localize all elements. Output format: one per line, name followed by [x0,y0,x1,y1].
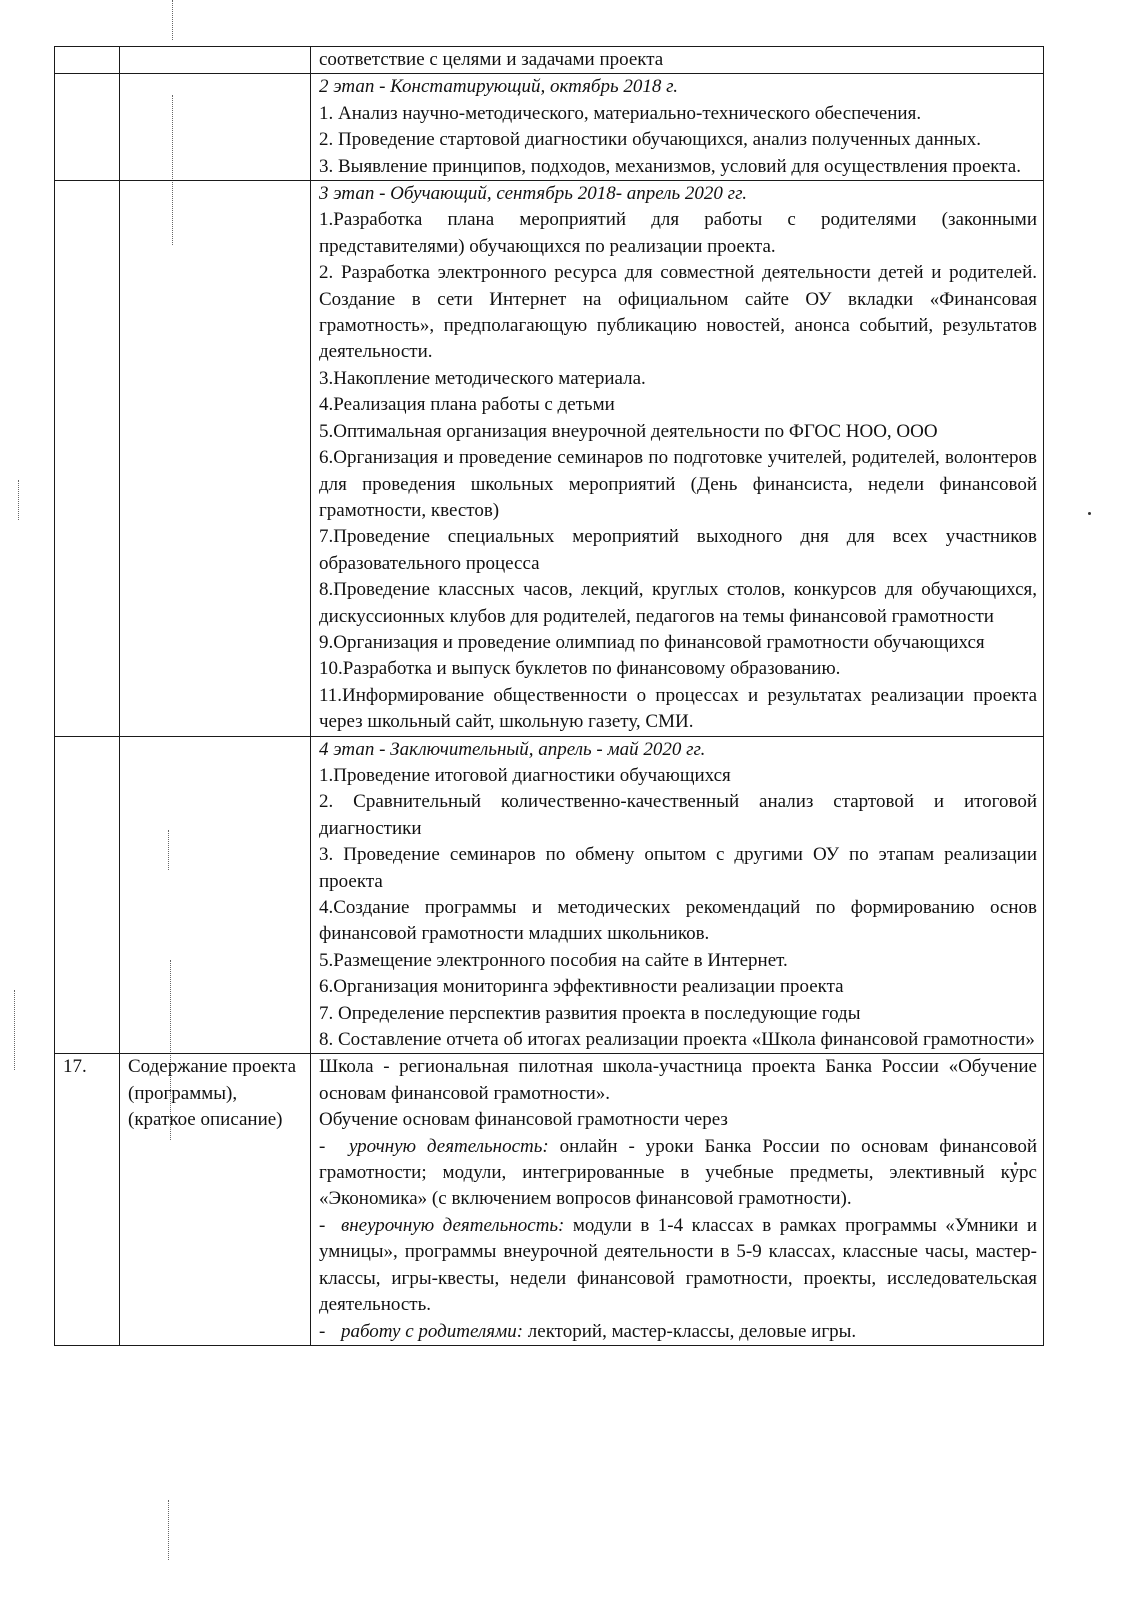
list-item: 6.Организация мониторинга эффективности реализации проекта [319,976,844,998]
table-row-17 [55,1054,1044,1345]
number-cell [55,181,120,737]
bullet-item [319,1319,1037,1345]
table-row-stage4 [55,736,1044,1054]
bullet-dash: - [319,1214,326,1236]
bullet-dash: - [319,1135,326,1157]
bullet-text: лекторий, мастер-классы, деловые игры. [523,1320,857,1342]
list-item: 5.Оптимальная организация внеурочной деятельности по ФГОС НОО, ООО [319,420,938,442]
label-cell [120,181,311,737]
row-label-cell [120,1054,311,1345]
list-item: 6.Организация и проведение семинаров по подготовке учителей, родителей, волонтеров для проведения школьных мероприятий (День финансиста, недели финансовой грамотности, квестов) [319,447,1037,521]
table-row-continuation [55,47,1044,74]
table-row-stage3 [55,181,1044,737]
list-item: 11.Информирование общественности о процессах и результатах реализации проекта через школьный сайт, школьную газету, СМИ. [319,684,1037,733]
stage2-title: 2 этап - Констатирующий, октябрь 2018 г. [319,76,679,98]
bullet-item [319,1213,1037,1319]
content-cell-top [311,47,1044,74]
list-item: 1.Разработка плана мероприятий для работы с родителями (законными представителями) обучающихся по реализации проекта. [319,209,1037,257]
scan-artifact-line [168,1500,169,1560]
number-cell [55,736,120,1054]
list-item: 5.Размещение электронного пособия на сайте в Интернет. [319,949,788,971]
row-label: Содержание проекта (программы), (краткое описание) [128,1056,297,1131]
label-cell [120,74,311,181]
row-number: 17. [63,1056,87,1078]
stage2-cell [311,74,1044,181]
row17-intro-2: Обучение основам финансовой грамотности через [319,1109,728,1131]
stage4-cell [311,736,1044,1054]
list-item: 4.Создание программы и методических рекомендаций по формированию основ финансовой грамотности младших школьников. [319,897,1037,945]
list-item: 3. Проведение семинаров по обмену опытом с другими ОУ по этапам реализации проекта [319,844,1037,892]
continuation-text: соответствие с целями и задачами проекта [319,49,664,70]
scan-artifact-line [14,990,15,1070]
number-cell [55,47,120,74]
bullet-text: онлайн - уроки Банка России по основам финансовой грамотности; модули, интегрированные в учебные предметы, элективный курс «Экономика» (с включением вопросов финансовой грамотности). [319,1135,1037,1210]
list-item: 10.Разработка и выпуск буклетов по финансовому образованию. [319,658,841,680]
list-item: 9.Организация и проведение олимпиад по финансовой грамотности обучающихся [319,631,985,653]
bullet-text: модули в 1-4 классах в рамках программы «Умники и умницы», программы внеурочной деятельности в 5-9 классах, классные часы, мастер-классы, игры-квесты, недели финансовой грамотности, проекты, исследовательская деятельность. [319,1214,1037,1316]
list-item: 8.Проведение классных часов, лекций, круглых столов, конкурсов для обучающихся, дискуссионных клубов для родителей, педагогов на темы финансовой грамотности [319,579,1037,627]
stage3-cell [311,181,1044,737]
list-item: 3.Накопление методического материала. [319,367,646,389]
list-item: 2. Проведение стартовой диагностики обучающихся, анализ полученных данных. [319,129,981,151]
list-item: 1. Анализ научно-методического, материально-технического обеспечения. [319,102,922,124]
list-item: 1.Проведение итоговой диагностики обучающихся [319,764,731,786]
label-cell [120,736,311,1054]
stage3-title: 3 этап - Обучающий, сентябрь 2018- апрель 2020 гг. [319,183,747,205]
number-cell [55,74,120,181]
row17-content-cell [311,1054,1044,1345]
table-row-stage2 [55,74,1044,181]
row17-intro-1: Школа - региональная пилотная школа-участница проекта Банка России «Обучение основам финансовой грамотности». [319,1056,1037,1104]
bullet-dash: - [319,1320,326,1342]
label-cell [120,47,311,74]
scan-artifact-line [172,0,173,40]
bullet-item [319,1134,1037,1213]
list-item: 8. Составление отчета об итогах реализации проекта «Школа финансовой грамотности» [319,1029,1035,1051]
row-number-cell [55,1054,120,1345]
bullet-emphasis: урочную деятельность: [349,1135,549,1157]
list-item: 7. Определение перспектив развития проекта в последующие годы [319,1002,861,1024]
list-item: 2. Сравнительный количественно-качественный анализ стартовой и итоговой диагностики [319,791,1037,839]
list-item: 3. Выявление принципов, подходов, механизмов, условий для осуществления проекта. [319,155,1021,177]
list-item: 7.Проведение специальных мероприятий выходного дня для всех участников образовательного процесса [319,526,1037,574]
scan-artifact-line [18,480,19,520]
bullet-emphasis: работу с родителями: [341,1320,524,1342]
project-table [54,46,1044,1346]
list-item: 4.Реализация плана работы с детьми [319,394,615,416]
bullet-emphasis: внеурочную деятельность: [341,1214,565,1236]
scan-artifact-dot [1088,512,1091,515]
list-item: 2. Разработка электронного ресурса для совместной деятельности детей и родителей. Создание в сети Интернет на официальном сайте ОУ вкладки «Финансовая грамотность», предполагающую публикацию новостей, анонса событий, результатов деятельности. [319,262,1037,363]
stage4-title: 4 этап - Заключительный, апрель - май 2020 гг. [319,738,706,760]
